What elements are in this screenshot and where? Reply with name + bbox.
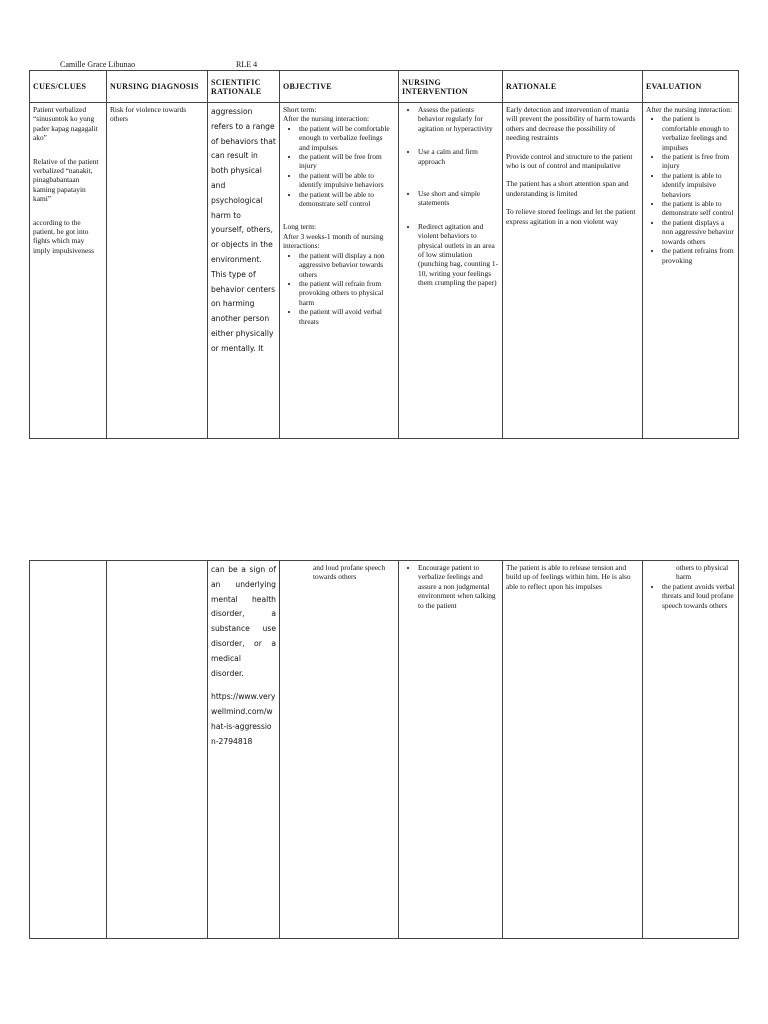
list-item: • Redirect agitation and violent behaviors to physical outlets in an area of low stimulation (punching bag, counting 1-10, writing your feelings them crumpling the paper) xyxy=(418,222,499,288)
list-item: • Use short and simple statements xyxy=(418,189,499,208)
table-row xyxy=(30,103,739,439)
col-header-scientific: SCIENTIFIC RATIONALE xyxy=(208,71,280,103)
evaluation-cell xyxy=(643,103,739,439)
evaluation-cell xyxy=(643,561,739,939)
list-item: • Use a calm and firm approach xyxy=(418,147,499,166)
table-row xyxy=(30,561,739,939)
objective-continued: and loud profane speech towards others xyxy=(313,563,386,582)
cue-1: Patient verbalized “sinusuntok ko yung pader kapag nagagalit ako” xyxy=(33,105,98,143)
intervention-list xyxy=(402,563,499,610)
header-row xyxy=(30,71,739,103)
list-item: • the patient avoids verbal threats and loud profane speech towards others xyxy=(662,582,735,610)
list-item: • the patient will refrain from provoking others to physical harm xyxy=(299,279,395,307)
list-item: • the patient is comfortable enough to verbalize feelings and impulses xyxy=(662,114,735,152)
list-item: • the patient will be able to identify impulsive behaviors xyxy=(299,171,395,190)
short-term-intro: After the nursing interaction: xyxy=(283,114,369,124)
rationale-4: To relieve stored feelings and let the patient express agitation in a non violent way xyxy=(506,207,636,226)
intervention-cell xyxy=(399,561,503,939)
diagnosis-cell: Risk for violence towards others xyxy=(107,103,208,439)
rationale-cell: The patient is able to release tension and build up of feelings within him. He is also able to reflect upon his impulses xyxy=(503,561,643,939)
evaluation-continued: others to physical harm xyxy=(676,563,729,582)
scientific-rationale-text: can be a sign of an underlying mental health disorder, a substance use disorder, or a medical disorder. xyxy=(211,565,276,678)
objective-cell xyxy=(280,561,399,939)
cue-2: Relative of the patient verbalized “nanakit, pinagbabantaan kaming papatayin kami” xyxy=(33,156,99,204)
long-term-label: Long term: xyxy=(283,222,317,232)
objective-cell xyxy=(280,103,399,439)
rationale-1: Early detection and intervention of mania will prevent the possibility of harm towards others and decrease the possibility of needing restraints xyxy=(506,105,636,143)
col-header-diagnosis: NURSING DIAGNOSIS xyxy=(107,71,208,103)
rationale-cell xyxy=(503,103,643,439)
list-item: • the patient is free from injury xyxy=(662,152,735,171)
student-name: Camille Grace Libunao xyxy=(60,60,136,69)
list-item: • the patient will be free from injury xyxy=(299,152,395,171)
care-plan-table-page2 xyxy=(29,560,739,939)
rationale-3: The patient has a short attention span and understanding is limited xyxy=(506,179,629,198)
list-item: • the patient refrains from provoking xyxy=(662,246,735,265)
list-item: • the patient will be comfortable enough to verbalize feelings and impulses xyxy=(299,124,395,152)
col-header-evaluation: EVALUATION xyxy=(643,71,739,103)
course-code: RLE 4 xyxy=(236,60,258,69)
source-link[interactable]: https://www.verywellmind.com/what-is-aggression-2794818 xyxy=(211,692,276,746)
evaluation-list xyxy=(646,582,735,610)
short-term-label: Short term: xyxy=(283,105,317,114)
list-item: • Encourage patient to verbalize feelings and assure a non judgmental environment when talking to the patient xyxy=(418,563,499,610)
list-item: • the patient is able to identify impulsive behaviors xyxy=(662,171,735,199)
cue-3: according to the patient, he got into fights which may imply impulsiveness xyxy=(33,217,94,255)
list-item: • the patient will be able to demonstrate self control xyxy=(299,190,395,209)
col-header-intervention: NURSING INTERVENTION xyxy=(399,71,503,103)
evaluation-list xyxy=(646,114,735,265)
cues-cell-empty xyxy=(30,561,107,939)
list-item: • the patient will display a non aggressive behavior towards others xyxy=(299,251,395,279)
list-item: • the patient will avoid verbal threats xyxy=(299,307,395,326)
cues-cell xyxy=(30,103,107,439)
short-term-list xyxy=(283,124,395,209)
list-item: • the patient is able to demonstrate self control xyxy=(662,199,735,218)
col-header-objective: OBJECTIVE xyxy=(280,71,399,103)
care-plan-table-page1 xyxy=(29,70,739,439)
scientific-rationale-cell: aggression refers to a range of behaviors that can result in both physical and psychological harm to yourself, others, or objects in the environment. This type of behavior centers on harming another person either physically or mentally. It xyxy=(208,103,280,439)
evaluation-intro: After the nursing interaction: xyxy=(646,105,732,114)
list-item: • Assess the patients behavior regularly for agitation or hyperactivity xyxy=(418,105,499,133)
col-header-cues: CUES/CLUES xyxy=(30,71,107,103)
long-term-list xyxy=(283,251,395,326)
rationale-2: Provide control and structure to the patient who is out of control and manipulative xyxy=(506,151,633,171)
diagnosis-cell-empty xyxy=(107,561,208,939)
intervention-cell xyxy=(399,103,503,439)
long-term-intro: After 3 weeks-1 month of nursing interactions: xyxy=(283,231,384,251)
list-item: • the patient displays a non aggressive behavior towards others xyxy=(662,218,735,246)
intervention-list xyxy=(402,105,499,288)
col-header-rationale: RATIONALE xyxy=(503,71,643,103)
scientific-rationale-cell xyxy=(208,561,280,939)
